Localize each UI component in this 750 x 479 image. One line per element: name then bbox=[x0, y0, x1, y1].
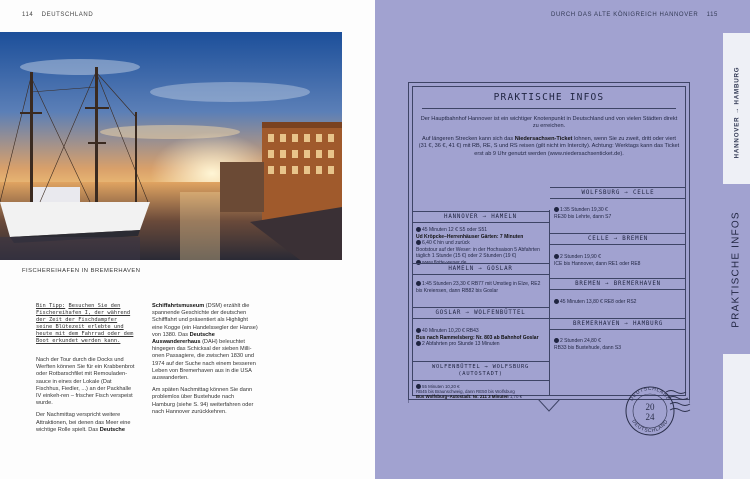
intro-text: Auf längeren Strecken kann sich das bbox=[422, 135, 514, 142]
stamp-year-bottom: 24 bbox=[645, 412, 655, 422]
right-section-title: DURCH DAS ALTE KÖNIGREICH HANNOVER bbox=[551, 12, 699, 18]
intro-text: lohnen, wenn Sie zu zweit, dritt oder viert (31 €, 36 €, 41 €) mit RB, RE, S und RS reisen (gilt nicht im Intercity). Achtung: Werktags kann das Ticket erst ab 9 Uhr genutzt werden (www.niedersachsenticket.de). bbox=[418, 135, 680, 157]
route-header: WOLFENBÜTTEL → WOLFSBURG (AUTOSTADT) bbox=[412, 361, 549, 381]
postmark-stamp bbox=[616, 380, 696, 440]
tip-heading: Bin Tipp: bbox=[36, 303, 66, 309]
route-header: BREMERHAVEN → HAMBURG bbox=[550, 318, 686, 330]
route-details bbox=[416, 384, 546, 400]
body-text: (DAH) beleuchtet hingegen das Schicksal der sieben Milli-onen Passagiere, die zwischen 1830 und 1974 auf der Suche nach einem besseren Leben von Bremerhaven aus in die USA auswanderten. bbox=[152, 339, 256, 382]
clock-icon bbox=[554, 207, 559, 212]
route-details bbox=[416, 281, 546, 294]
intro-paragraph bbox=[418, 136, 680, 158]
body-text: Der Nachmittag verspricht weitere Attraktionen, bei denen das Meer eine wichtige Rolle spielt. Das bbox=[36, 412, 131, 433]
side-tab-route-label: HANNOVER → HAMBURG bbox=[733, 66, 741, 158]
tip-box bbox=[36, 303, 136, 351]
harbor-photo-illustration bbox=[0, 32, 342, 260]
route-details bbox=[554, 207, 682, 220]
body-paragraph bbox=[152, 303, 258, 382]
body-paragraph bbox=[36, 412, 136, 434]
clock-icon bbox=[554, 338, 559, 343]
info-box-title-rule bbox=[422, 108, 676, 109]
stamp-year-top: 20 bbox=[645, 402, 655, 412]
intro-bold-text: Niedersachsen-Ticket bbox=[514, 135, 573, 142]
body-bold-text: Schiffahrtsmuseum bbox=[152, 303, 205, 309]
route-header: BREMEN → BREMERHAVEN bbox=[550, 278, 686, 290]
route-line: RE30 bis Lehrte, dann S7 bbox=[554, 213, 612, 220]
route-line: 45 Minuten 13,80 € RE8 oder RS2 bbox=[560, 299, 637, 305]
route-line: Bootstour auf der Weser: in der Hochsaison 5 Abfahrten täglich 1 Stunde (15 €) oder 2 Stunden (19 €) bbox=[416, 246, 540, 260]
route-line: 2 Stunden 19,90 € bbox=[560, 254, 601, 260]
body-text: (DSM) erzählt die spannende Geschichte der deutschen Schifffahrt und präsentiert als Highlight eine Kogge (ein Handelssegler der Hanse) von 1380. Das bbox=[152, 303, 258, 338]
route-line: 55 Minuten 10,20 € bbox=[422, 384, 460, 389]
body-bold-text: Deutsche bbox=[99, 426, 125, 433]
clock-icon bbox=[554, 254, 559, 259]
route-line: RB33 bis Buxtehude, dann S3 bbox=[554, 344, 621, 351]
route-details bbox=[416, 227, 546, 267]
left-text-column-2 bbox=[152, 303, 258, 421]
route-details bbox=[554, 338, 682, 351]
stamp-wave-lines bbox=[666, 391, 690, 412]
info-box-title: PRAKTISCHE INFOS bbox=[493, 92, 605, 103]
bus-icon bbox=[416, 341, 421, 346]
route-line: Bus nach Rammelsberg: Nr. 803 ab Bahnhof Goslar bbox=[416, 334, 539, 341]
route-header: CELLE → BREMEN bbox=[550, 233, 686, 245]
stamp-text-bottom: DEUTSCHLAND bbox=[630, 418, 670, 435]
route-line: 2 Stunden 24,80 € bbox=[560, 338, 601, 344]
ticket-icon bbox=[416, 240, 421, 245]
route-line: 2 Abfahrten pro Stunde 13 Minuten bbox=[422, 341, 500, 348]
harbor-photo bbox=[0, 32, 342, 260]
info-intro bbox=[418, 116, 680, 163]
route-line: 1:45 Stunden 23,30 € RB77 mit Umstieg in Elze, RE2 bis Kreiensen, dann RB82 bis Goslar bbox=[416, 281, 541, 294]
stamp-text-top: DEUTSCHLAND bbox=[628, 385, 672, 403]
route-line: RB45 bis Braunschweig, dann RE50 bis Wolfsburg bbox=[416, 389, 515, 395]
route-header: WOLFSBURG → CELLE bbox=[550, 187, 686, 199]
route-header: GOSLAR → WOLFENBÜTTEL bbox=[412, 307, 549, 319]
route-details bbox=[554, 299, 682, 306]
clock-icon bbox=[554, 299, 559, 304]
route-details bbox=[416, 328, 546, 348]
route-line: 6,40 € hin und zurück bbox=[422, 240, 470, 247]
route-line: Ud Kröpcke–Herrenhäuser Gärten: 7 Minuten bbox=[416, 233, 524, 240]
route-line: 1,70 € bbox=[509, 394, 523, 400]
photo-caption: FISCHEREIHAFEN IN BREMERHAVEN bbox=[22, 268, 141, 274]
body-bold-text: Deutsche Auswandererhaus bbox=[152, 331, 215, 346]
right-running-header bbox=[551, 12, 718, 18]
side-tab-praktische-infos[interactable] bbox=[723, 184, 750, 354]
tip-text: Besuchen Sie den Fischereihafen I, der während der Zeit der Fischdampfer seine Blütezeit erlebte und heute mit dem Fahrrad oder dem Boot erkundet werden kann. bbox=[36, 303, 134, 344]
route-line: www.flotte-weser.de bbox=[422, 259, 467, 266]
route-header: HAMELN → GOSLAR bbox=[412, 263, 549, 275]
clock-icon bbox=[416, 328, 421, 333]
route-line: ICE bis Hannover, dann RE1 oder RE8 bbox=[554, 260, 641, 267]
route-line: 1:35 Stunden 19,30 € bbox=[560, 207, 608, 213]
route-line: Bus Wolfsburg–Autostadt: Nr. 211 3 Minuten bbox=[416, 394, 509, 400]
route-header: HANNOVER → HAMELN bbox=[412, 211, 549, 223]
body-paragraph: Nach der Tour durch die Docks und Werften können Sie für ein Krabbenbrot oder Rotbarschfilet mit Remouladen-sauce in eines der Lokale (Dat Fischhus, Fiedler, ...) an der Packhalle IV einkeh-ren – frischer Fisch verspeist wurde. bbox=[36, 357, 135, 407]
route-line: 45 Minuten 12 € S5 oder S51 bbox=[422, 227, 488, 233]
side-tab-active-label: PRAKTISCHE INFOS bbox=[731, 210, 742, 328]
route-details bbox=[554, 254, 682, 267]
right-page-number: 115 bbox=[706, 12, 718, 18]
body-paragraph: Am späten Nachmittag können Sie dann problemlos über Buxtehude nach Hamburg (siehe S. 94) weiterfahren oder nach Hannover zurückkehren. bbox=[152, 387, 254, 415]
left-section-title: DEUTSCHLAND bbox=[41, 12, 94, 18]
route-line: 40 Minuten 10,20 € RB43 bbox=[422, 328, 479, 334]
left-page-number: 114 bbox=[22, 12, 34, 18]
left-text-column-1 bbox=[36, 303, 136, 439]
clock-icon bbox=[416, 227, 421, 232]
intro-paragraph: Der Hauptbahnhof Hannover ist ein wichtiger Knotenpunkt in Deutschland und von vielen Städten direkt zu erreichen. bbox=[420, 116, 678, 130]
clock-icon bbox=[416, 281, 421, 286]
side-tab-route[interactable] bbox=[727, 52, 747, 172]
left-running-header bbox=[22, 12, 93, 18]
